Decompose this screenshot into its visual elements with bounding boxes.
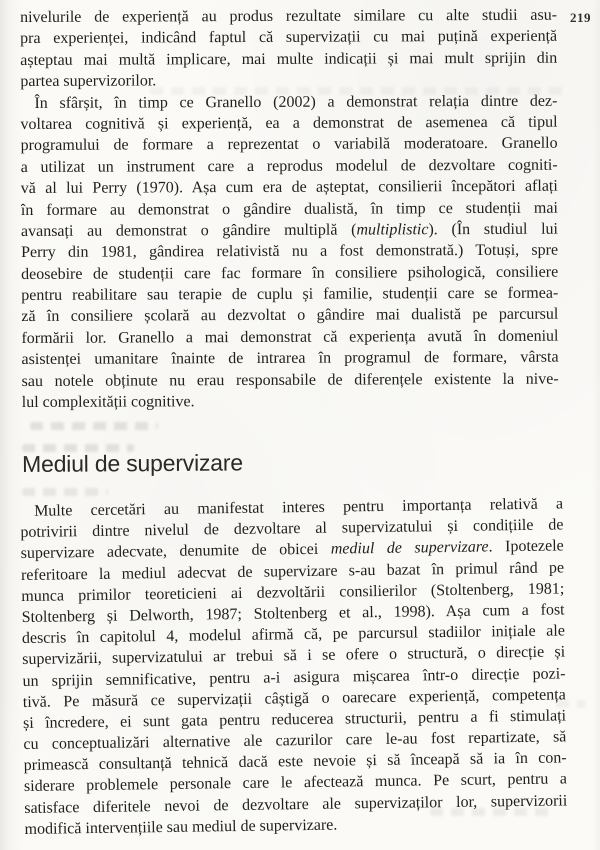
text-line: cu conceptualizări alternative ale cazurilor care le-au fost repartizate, să <box>23 728 567 754</box>
text-line: voltarea cognitivă și experiență, ea a demonstrat de asemenea că tipul <box>20 113 558 133</box>
text-segment: ). (În studiul lui <box>428 220 559 239</box>
text-line: Perry din 1981, gândirea relativistă nu a fost demonstrată.) Totuși, spre <box>21 241 559 262</box>
page-number: 219 <box>570 10 591 25</box>
text-line: în formare au demonstrat o gândire dualistă, în timp ce studenții mai <box>20 199 558 219</box>
italic-term: multiplistic <box>356 221 429 239</box>
text-line: vă al lui Perry (1970). Așa cum era de așteptat, consilierii începători aflați <box>20 177 558 198</box>
text-line: pra experienței, indicând faptul că supervizații cu mai puțină experiență <box>20 28 558 48</box>
text-line: nivelurile de experiență au produs rezultate similare cu alte studii asu- <box>20 6 558 26</box>
bleed-through-artifact <box>430 808 555 816</box>
text-line: satisface diferitele nevoi de dezvoltare ale supervizaților lor, supervizorii <box>24 792 568 817</box>
text-line: un sprijin semnificative, pentru a-i asigura mișcarea într-o direcție pozi- <box>22 664 566 690</box>
text-line: siderare problemele personale care le afectează munca. Pe scurt, pentru a <box>23 770 568 796</box>
text-line: lul complexității cognitive. <box>21 393 195 412</box>
text-line: a utilizat un instrument care a reprodus modelul de dezvoltare cogniti- <box>20 156 558 176</box>
text-line: primească consultanță tehnică dacă este nevoie și să înceapă să ia în con- <box>23 749 567 775</box>
text-line: munca primilor teoreticieni ai dezvoltării consilierilor (Stoltenberg, 1981; <box>21 580 565 605</box>
italic-term: mediul de supervizare <box>330 538 489 559</box>
text-line: Stoltenberg și Delworth, 1987; Stoltenberg et al., 1998). Așa cum a fost <box>21 601 565 626</box>
text-line: așteptau mai multă implicare, mai multe indicații și mai mult sprijin din <box>20 49 558 69</box>
text-segment: . Ipotezele <box>488 537 564 556</box>
text-line: programului de formare a reprezentat o variabilă moderatoare. Granello <box>20 134 558 155</box>
text-line: și încredere, ei sunt gata pentru reducerea structurii, pentru a fi stimulați <box>22 707 567 732</box>
text-segment: avansați au demonstrat o gândire multiplă ( <box>20 221 357 240</box>
text-line: În sfârșit, în timp ce Granello (2002) a demonstrat relația dintre dez- <box>34 92 558 112</box>
text-segment: supervizare adecvate, denumite de obicei <box>20 541 331 563</box>
text-line: partea supervizorilor. <box>20 72 157 91</box>
text-line: Multe cercetări au manifestat interes pentru importanța relativă a <box>34 495 564 520</box>
text-line <box>21 219 558 243</box>
bleed-through-artifact <box>30 422 158 430</box>
section-heading: Mediul de supervizare <box>22 449 243 477</box>
text-line: potrivirii dintre nivelul de dezvoltare al supervizatului și condițiile de <box>20 516 564 542</box>
text-line: tivă. Pe măsură ce supervizații câștigă o oarecare experiență, competența <box>22 686 566 711</box>
text-line: sau notele obținute nu erau responsabile de diferențele existente la nive- <box>21 370 559 390</box>
text-line: ză în consiliere școlară au dezvoltat o gândire mai dualistă pe parcursul <box>21 306 559 326</box>
bleed-through-artifact <box>22 444 134 452</box>
text-line: modifică intervențiile sau mediul de supervizare. <box>24 816 338 838</box>
text-line: pentru reabilitare sau terapie de cuplu și familie, studenții care se formea- <box>21 284 559 305</box>
text-line: deosebire de studenții care fac formare în consiliere psihologică, consiliere <box>21 263 559 283</box>
text-line: formării lor. Granello a mai demonstrat că experiența avută în domeniul <box>21 327 559 347</box>
text-line: asistenței umanitare înainte de intrarea în programul de formare, vârsta <box>21 348 559 369</box>
paragraph-block-2 <box>20 493 568 840</box>
text-line: supervizării, supervizatului ar trebui să i se ofere o structură, o direcție și <box>22 643 566 669</box>
bleed-through-artifact <box>150 87 570 95</box>
paragraph-block-1 <box>20 5 559 414</box>
text-line: referitoare la mediul adecvat de supervizare s-au bazat în primul rând pe <box>20 558 565 584</box>
bleed-through-artifact <box>556 700 586 708</box>
text-line: descris în capitolul 4, modelul afirmă că, pe parcursul stadiilor inițiale ale <box>21 622 565 648</box>
bleed-through-artifact <box>22 488 108 496</box>
